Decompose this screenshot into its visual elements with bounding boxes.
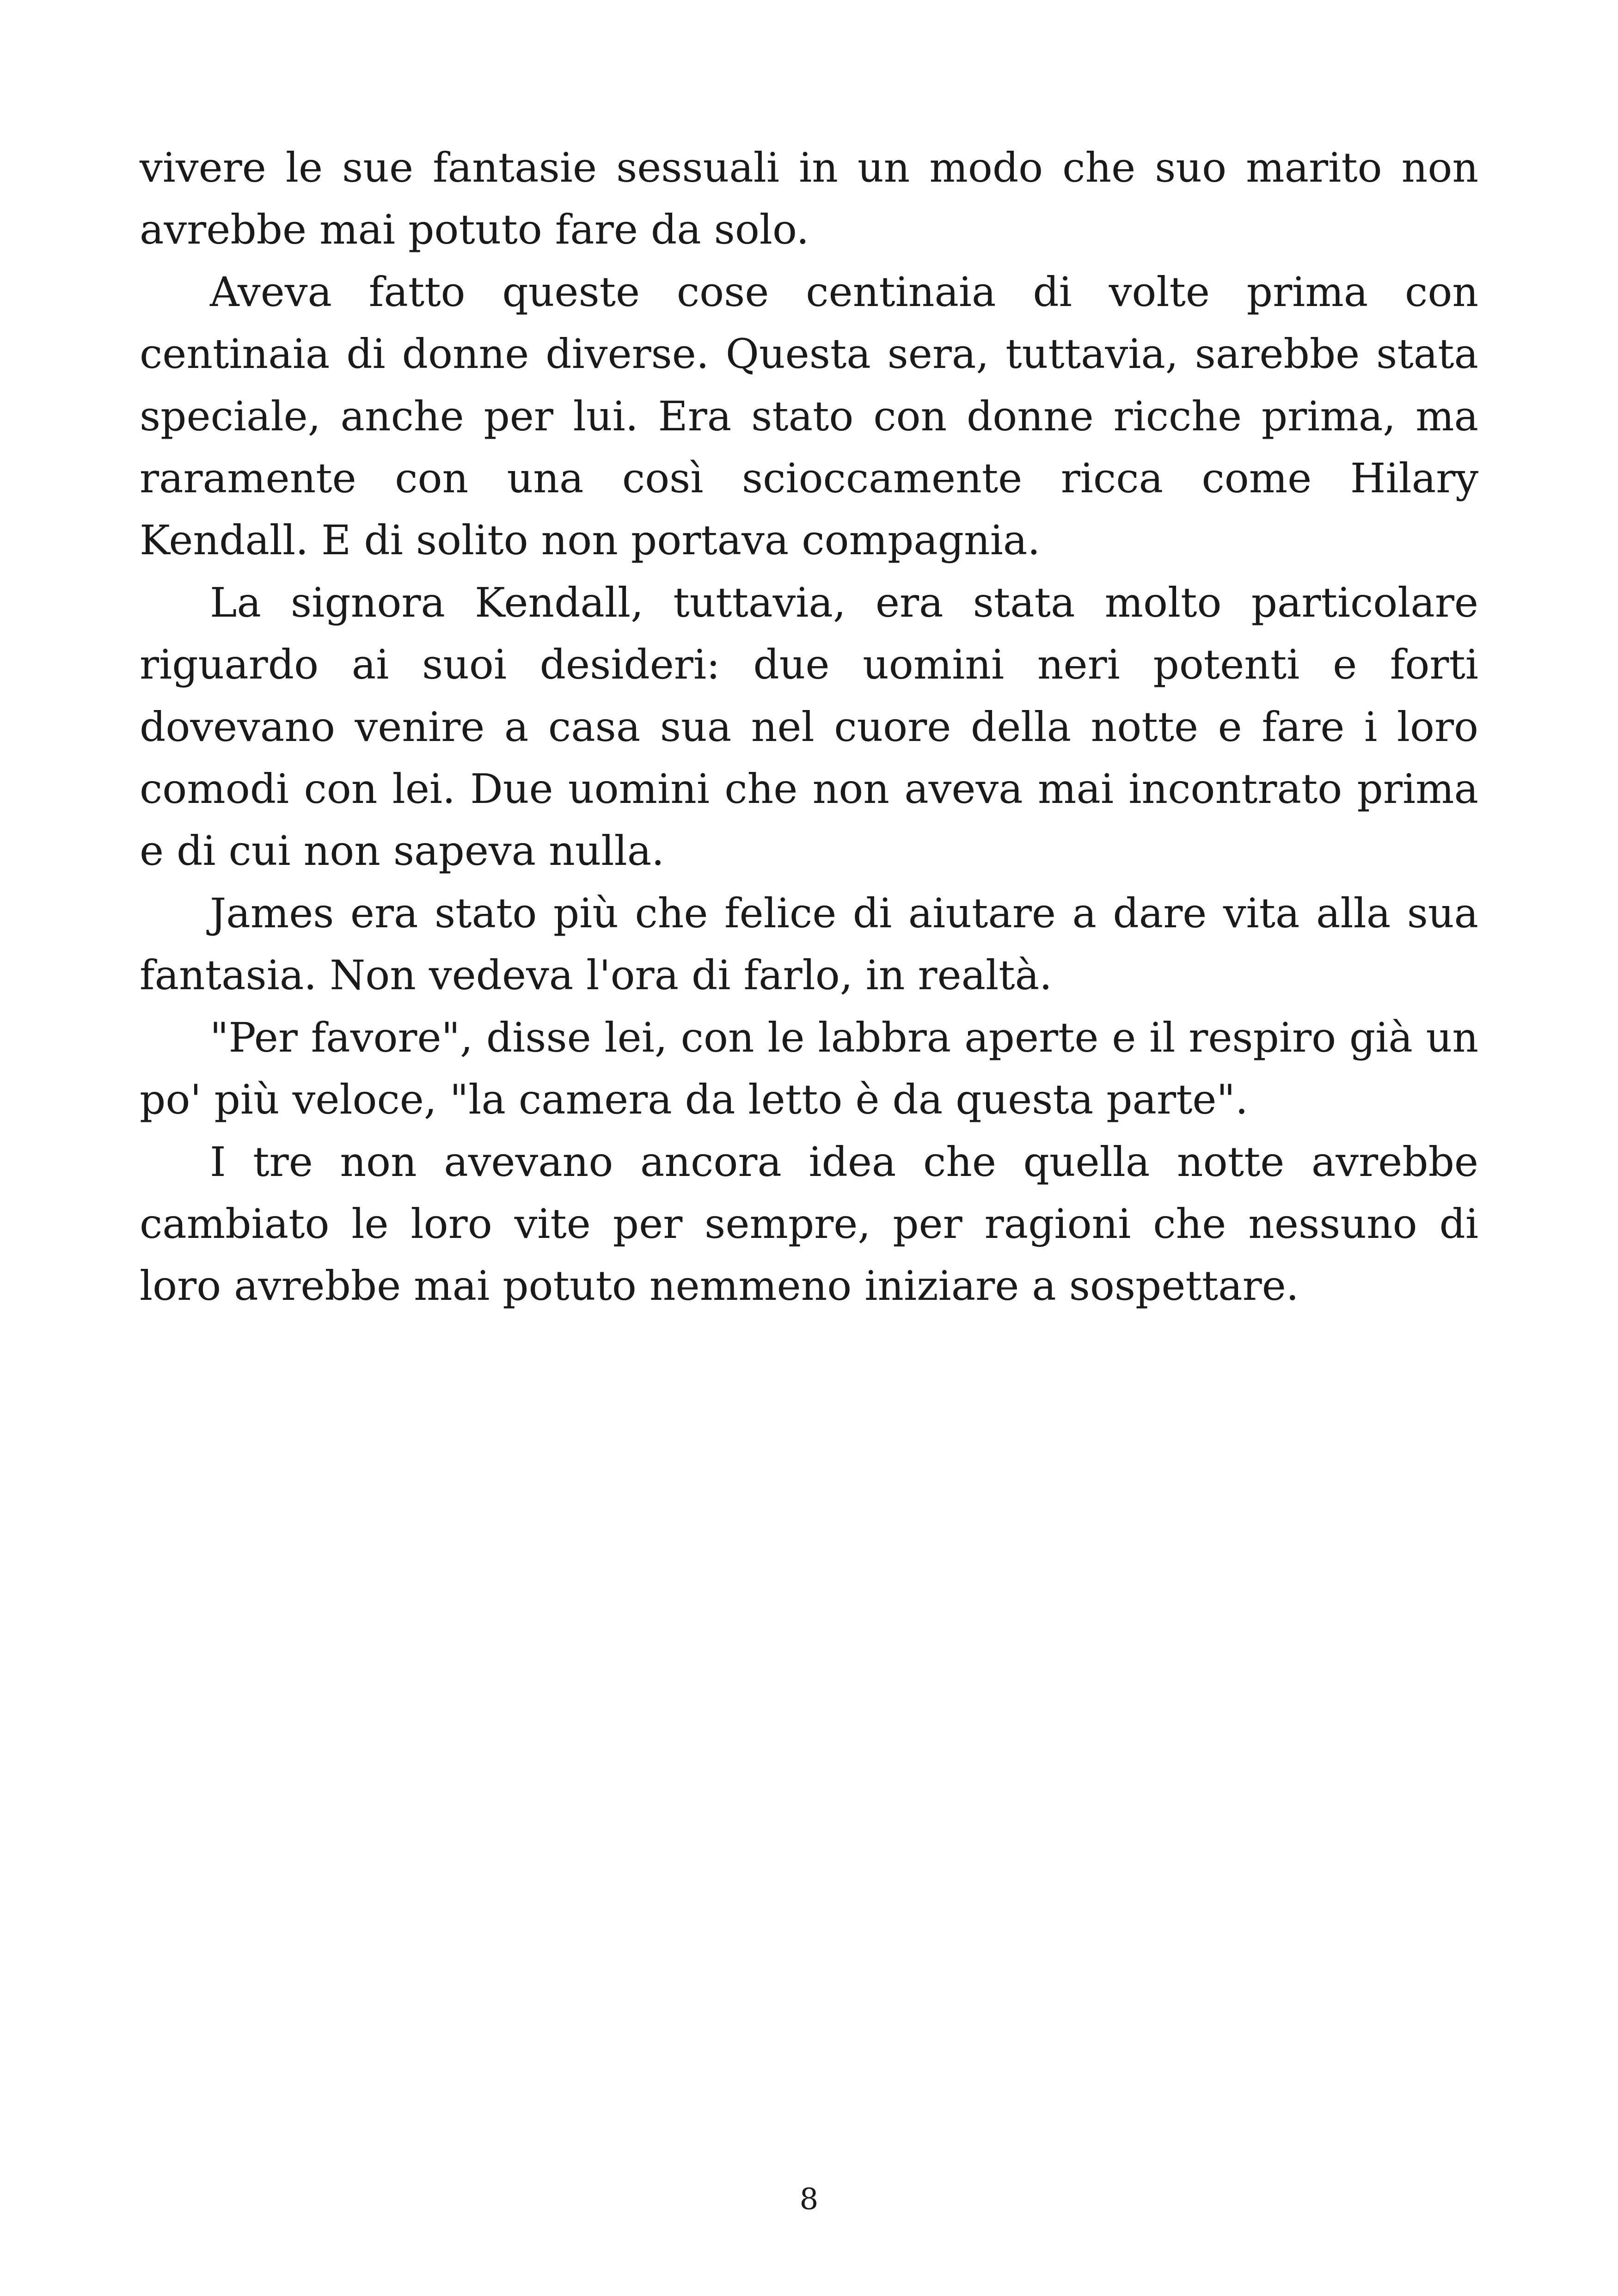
paragraph: La signora Kendall, tuttavia, era stata molto particolare riguardo ai suoi desideri: due uomini neri potenti e forti dovevano venire a casa sua nel cuore della notte e fare i loro comodi con lei. Due uomini che non aveva mai incontrato prima e di cui non sapeva nulla. xyxy=(140,578,1478,875)
paragraph: Aveva fatto queste cose centinaia di volte prima con centinaia di donne diverse. Questa sera, tuttavia, sarebbe stata speciale, anche per lui. Era stato con donne ricche prima, ma raramente con una così scioccamente ricca come Hilary Kendall. E di solito non portava compagnia. xyxy=(140,268,1478,564)
body-text xyxy=(140,137,1478,1317)
page-number: 8 xyxy=(799,2182,819,2216)
paragraph: I tre non avevano ancora idea che quella notte avrebbe cambiato le loro vite per sempre, per ragioni che nessuno di loro avrebbe mai potuto nemmeno iniziare a sospettare. xyxy=(140,1138,1478,1310)
paragraph: James era stato più che felice di aiutare a dare vita alla sua fantasia. Non vedeva l'ora di farlo, in realtà. xyxy=(140,889,1478,999)
paragraph: "Per favore", disse lei, con le labbra aperte e il respiro già un po' più veloce, "la camera da letto è da questa parte". xyxy=(140,1013,1478,1124)
paragraph-continuation: vivere le sue fantasie sessuali in un modo che suo marito non avrebbe mai potuto fare da solo. xyxy=(140,144,1478,254)
